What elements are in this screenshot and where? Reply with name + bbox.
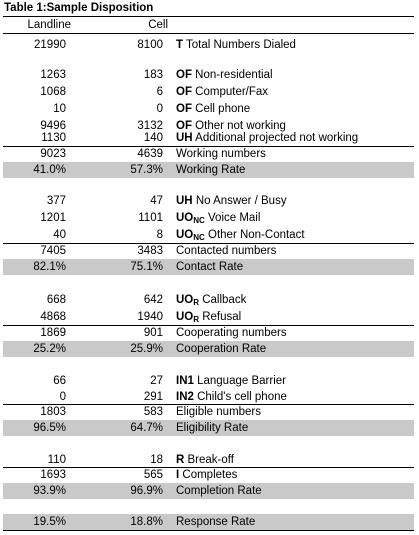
landline-value: 7405 [40, 245, 66, 257]
rate-row [3, 514, 414, 530]
landline-value: 21990 [34, 39, 66, 51]
row-label [176, 227, 305, 243]
table-row [3, 84, 414, 100]
table-row [3, 389, 414, 405]
disposition-code: IN1 [176, 375, 194, 387]
cell-value: 96.9% [130, 485, 163, 497]
cell-value: 18 [150, 454, 163, 466]
row-label-text: Refusal [199, 311, 242, 323]
row-label-text: Computer/Fax [191, 86, 269, 98]
row-label-text: Eligible numbers [176, 406, 262, 418]
disposition-code: UO [176, 229, 194, 241]
landline-value: 4868 [40, 311, 66, 323]
row-label [176, 67, 273, 83]
row-label-text: Eligibility Rate [176, 422, 249, 434]
row-label [176, 37, 296, 53]
disposition-code: OF [176, 86, 192, 98]
row-label [176, 404, 261, 420]
row-label-text: Completion Rate [176, 485, 262, 497]
table-bottom-rule [3, 530, 414, 531]
table-row [3, 452, 414, 468]
disposition-code-subscript: R [193, 315, 200, 324]
disposition-code-subscript: NC [193, 233, 205, 242]
row-label [176, 483, 262, 499]
cell-value: 565 [143, 469, 163, 481]
row-label [176, 130, 358, 146]
table-row [3, 227, 414, 243]
row-label [176, 259, 243, 275]
cell-value: 64.7% [130, 422, 163, 434]
cell-value: 0 [156, 103, 163, 115]
table-title: Table 1:Sample Disposition [4, 2, 154, 14]
row-label [176, 341, 266, 357]
landline-value: 1130 [41, 132, 66, 144]
disposition-code: UO [176, 212, 194, 224]
landline-value: 1201 [40, 212, 66, 224]
subtotal-row [3, 243, 414, 259]
header-rule [3, 33, 414, 34]
row-label-text: Callback [199, 294, 247, 306]
landline-value: 1263 [40, 69, 66, 81]
landline-value: 96.5% [33, 422, 66, 434]
disposition-code: IN2 [176, 391, 194, 403]
cell-value: 75.1% [130, 261, 163, 273]
landline-value: 9496 [40, 120, 66, 132]
row-label [176, 146, 266, 162]
disposition-code: UO [176, 311, 194, 323]
disposition-code: UH [176, 132, 193, 144]
table-row [3, 67, 414, 83]
subtotal-row [3, 325, 414, 341]
row-label-text: Other Non-Contact [204, 229, 305, 241]
landline-value: 0 [59, 391, 66, 403]
landline-value: 41.0% [33, 164, 66, 176]
cell-value: 3132 [137, 120, 163, 132]
cell-value: 27 [150, 375, 163, 387]
disposition-code: OF [176, 120, 192, 132]
cell-value: 291 [143, 391, 163, 403]
disposition-code: UH [176, 195, 193, 207]
cell-value: 183 [143, 69, 163, 81]
cell-value: 6 [156, 86, 163, 98]
row-label-text: Break-off [184, 454, 234, 466]
row-label-text: Additional projected not working [192, 132, 359, 144]
subtotal-row [3, 467, 414, 483]
disposition-code-subscript: R [193, 298, 200, 307]
row-label [176, 193, 287, 209]
landline-value: 110 [47, 454, 66, 466]
row-label [176, 467, 237, 483]
rate-row [3, 341, 414, 357]
landline-value: 1869 [40, 327, 66, 339]
row-label [176, 420, 248, 436]
cell-value: 18.8% [130, 516, 163, 528]
row-label [176, 84, 268, 100]
table-row [3, 130, 414, 146]
landline-value: 10 [53, 103, 66, 115]
cell-value: 1940 [137, 311, 163, 323]
row-label-text: Language Barrier [193, 375, 286, 387]
row-label [176, 292, 246, 308]
cell-value: 47 [150, 195, 163, 207]
row-label-text: Child's cell phone [193, 391, 287, 403]
cell-value: 583 [143, 406, 163, 418]
landline-value: 1803 [40, 406, 66, 418]
disposition-code: I [176, 469, 180, 481]
rate-row [3, 420, 414, 436]
rate-row [3, 162, 414, 178]
table-row [3, 101, 414, 117]
row-label-text: Cell phone [191, 103, 251, 115]
row-label-text: Contact Rate [176, 261, 244, 273]
row-label-text: Voice Mail [204, 212, 261, 224]
cell-value: 140 [143, 132, 163, 144]
cell-value: 4639 [137, 148, 163, 160]
row-label-text: Working numbers [176, 148, 266, 160]
row-label [176, 309, 241, 325]
disposition-code: OF [176, 103, 192, 115]
table-row [3, 292, 414, 308]
cell-value: 57.3% [130, 164, 163, 176]
landline-value: 40 [53, 229, 66, 241]
landline-value: 377 [46, 195, 66, 207]
landline-value: 19.5% [33, 516, 66, 528]
table-row [3, 309, 414, 325]
table-row [3, 193, 414, 209]
cell-value: 8 [156, 229, 163, 241]
title-rule [3, 16, 414, 17]
row-label-text: Cooperation Rate [176, 343, 267, 355]
row-label-text: Cooperating numbers [176, 327, 287, 339]
row-label [176, 389, 287, 405]
row-label [176, 514, 255, 530]
row-label-text: No Answer / Busy [192, 195, 287, 207]
disposition-code: UO [176, 294, 194, 306]
cell-value: 642 [143, 294, 163, 306]
row-label-text: Contacted numbers [176, 245, 277, 257]
cell-value: 901 [143, 327, 163, 339]
row-label-text: Total Numbers Dialed [183, 39, 296, 51]
cell-value: 25.9% [130, 343, 163, 355]
rate-row [3, 483, 414, 499]
landline-value: 82.1% [33, 261, 66, 273]
landline-value: 668 [46, 294, 66, 306]
row-label [176, 325, 287, 341]
column-header-landline: Landline [27, 19, 71, 31]
disposition-code: T [176, 39, 184, 51]
landline-value: 1068 [40, 86, 66, 98]
table-row [3, 373, 414, 389]
disposition-code-subscript: NC [193, 216, 205, 225]
row-label [176, 243, 276, 259]
subtotal-row [3, 146, 414, 162]
row-label [176, 210, 260, 226]
row-label-text: Working Rate [176, 164, 246, 176]
landline-value: 25.2% [33, 343, 66, 355]
disposition-code: R [176, 454, 185, 466]
row-label-text: Response Rate [176, 516, 256, 528]
cell-value: 3483 [137, 245, 163, 257]
table-row [3, 37, 414, 53]
row-label [176, 101, 250, 117]
row-label [176, 373, 286, 389]
row-label-text: Other not working [191, 120, 286, 132]
rate-row [3, 259, 414, 275]
row-label [176, 452, 234, 468]
column-header-cell: Cell [148, 19, 168, 31]
cell-value: 1101 [138, 212, 163, 224]
row-label-text: Non-residential [191, 69, 273, 81]
landline-value: 93.9% [33, 485, 66, 497]
subtotal-row [3, 404, 414, 420]
landline-value: 66 [53, 375, 66, 387]
disposition-code: OF [176, 69, 192, 81]
landline-value: 9023 [40, 148, 66, 160]
landline-value: 1693 [40, 469, 66, 481]
table-row [3, 210, 414, 226]
cell-value: 8100 [137, 39, 163, 51]
row-label-text: Completes [179, 469, 238, 481]
row-label [176, 162, 245, 178]
